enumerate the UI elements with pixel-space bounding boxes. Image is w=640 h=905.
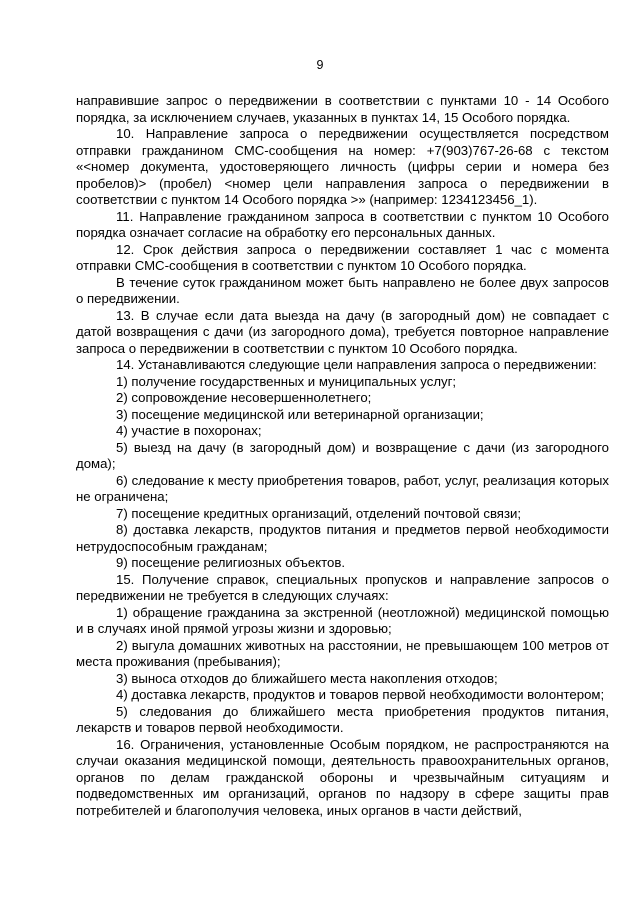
paragraph: 12. Срок действия запроса о передвижении составляет 1 час с момента отправки СМС-сообщения в соответствии с пунктом 10 Особого порядка. [76, 241, 609, 273]
paragraph: 4) участие в похоронах; [116, 423, 262, 438]
paragraph: 10. Направление запроса о передвижении осуществляется посредством отправки гражданином СМС-сообщения на номер: +7(903)767-26-68 с текстом «<номер документа, удостоверяющего личность (цифры серии и номера без пробелов)> (пробел) <номер цели направления запроса о передвижении в соответствии с пунктом 14 Особого порядка >» (например: 1234123456_1). [76, 126, 609, 207]
paragraph: 14. Устанавливаются следующие цели направления запроса о передвижении: [116, 357, 597, 372]
paragraph: 5) выезд на дачу (в загородный дом) и возвращение с дачи (из загородного дома); [76, 439, 609, 471]
paragraph: 5) следования до ближайшего места приобретения продуктов питания, лекарств и товаров первой необходимости. [76, 703, 609, 735]
page-number: 9 [316, 58, 324, 72]
paragraph: 7) посещение кредитных организаций, отделений почтовой связи; [116, 505, 522, 521]
paragraph: 3) выноса отходов до ближайшего места накопления отходов; [116, 670, 498, 686]
paragraph: 1) получение государственных и муниципальных услуг; [116, 373, 457, 389]
paragraph: 16. Ограничения, установленные Особым порядком, не распространяются на случаи оказания медицинской помощи, деятельность правоохранительных органов, органов по делам гражданской обороны и чрезвычайным ситуациям и подведомственных им организаций, органов по надзору в сфере защиты прав потребителей и благополучия человека, иных органов в части действий, [76, 736, 609, 818]
document-body [76, 93, 609, 819]
paragraph: В течение суток гражданином может быть направлено не более двух запросов о передвижении. [76, 274, 609, 306]
paragraph: 11. Направление гражданином запроса в соответствии с пунктом 10 Особого порядка означает согласие на обработку его персональных данных. [76, 208, 609, 240]
paragraph: 6) следование к месту приобретения товаров, работ, услуг, реализация которых не ограничена; [76, 472, 609, 504]
paragraph: 2) сопровождение несовершеннолетнего; [116, 390, 372, 405]
paragraph: 4) доставка лекарств, продуктов и товаров первой необходимости волонтером; [116, 687, 605, 702]
paragraph: 8) доставка лекарств, продуктов питания и предметов первой необходимости нетрудоспособным гражданам; [76, 522, 609, 554]
paragraph: 9) посещение религиозных объектов. [116, 555, 346, 570]
paragraph: 3) посещение медицинской или ветеринарной организации; [116, 406, 484, 422]
paragraph: 15. Получение справок, специальных пропусков и направление запросов о передвижении не требуется в следующих случаях: [76, 571, 609, 603]
paragraph: 1) обращение гражданина за экстренной (неотложной) медицинской помощью и в случаях иной прямой угрозы жизни и здоровью; [76, 604, 609, 636]
paragraph: 13. В случае если дата выезда на дачу (в загородный дом) не совпадает с датой возвращения с дачи (из загородного дома), требуется повторное направление запроса о передвижении в соответствии с пунктом 10 Особого порядка. [76, 307, 609, 356]
paragraph: направившие запрос о передвижении в соответствии с пунктами 10 - 14 Особого порядка, за исключением случаев, указанных в пунктах 14, 15 Особого порядка. [76, 93, 609, 125]
paragraph: 2) выгула домашних животных на расстоянии, не превышающем 100 метров от места проживания (пребывания); [76, 637, 609, 669]
